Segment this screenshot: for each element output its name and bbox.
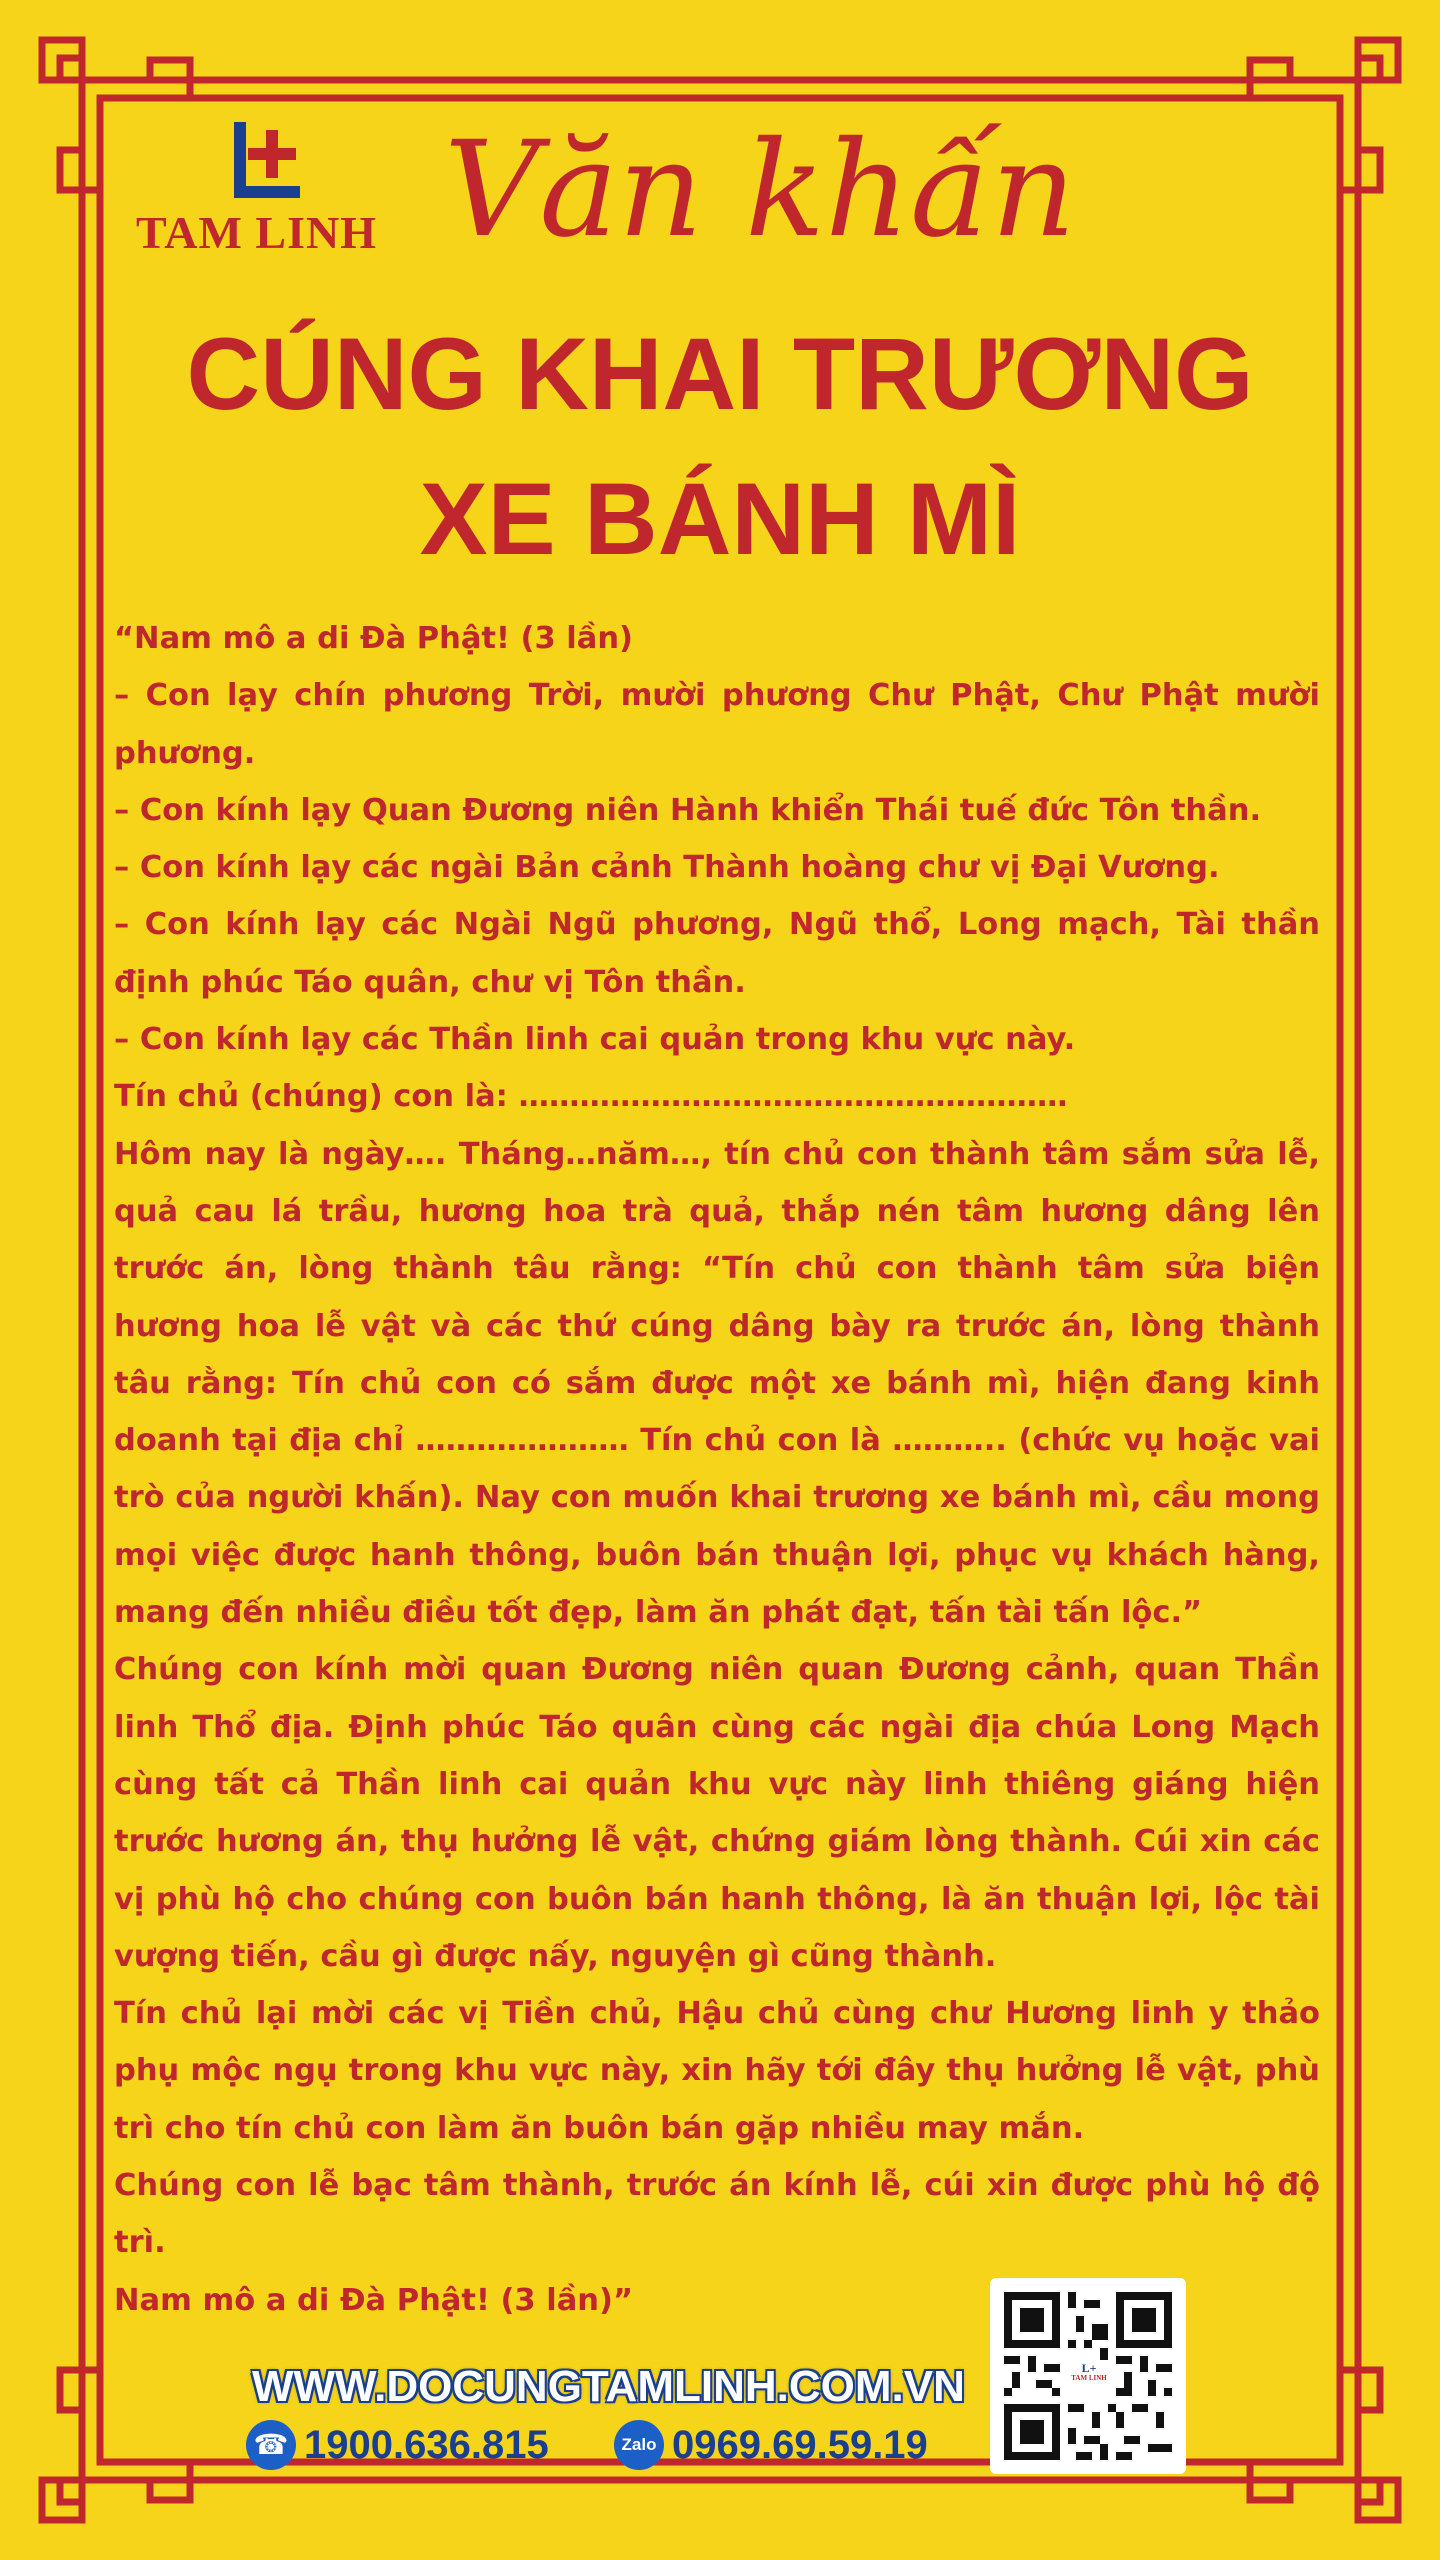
brand-logo (136, 120, 416, 260)
qr-code (990, 2278, 1186, 2474)
qr-logo-mark: L+ (1081, 2361, 1097, 2375)
zalo-number[interactable]: 0969.69.59.19 (672, 2422, 928, 2467)
zalo-contact[interactable] (614, 2420, 928, 2480)
title-script: Văn khấn (444, 113, 1076, 267)
prayer-paragraph: Tín chủ (chúng) con là: ……………………………………………… (114, 1079, 1068, 1115)
prayer-paragraph: Nam mô a di Đà Phật! (3 lần)” (114, 2282, 633, 2318)
prayer-paragraph: Hôm nay là ngày…. Tháng…năm…, tín chủ con thành tâm sắm sửa lễ, quả cau lá trầu, hương hoa trà quả, thắp nén tâm hương dâng lên trước án, lòng thành tâu rằng: “Tín chủ con thành tâm sửa biện hương hoa lễ vật và các thứ cúng dâng bày ra trước án, lòng thành tâu rằng: Tín chủ con có sắm được một xe bánh mì, hiện đang kinh doanh tại địa chỉ ………………… Tín chủ con là ……….. (chức vụ hoặc vai trò của người khấn). Nay con muốn khai trương xe bánh mì, cầu mong mọi việc được hanh thông, buôn bán thuận lợi, phục vụ khách hàng, mang đến nhiều điều tốt đẹp, làm ăn phát đạt, tấn tài tấn lộc.” (114, 1136, 1320, 1631)
phone-contact[interactable] (246, 2420, 549, 2480)
qr-center-logo (1068, 2360, 1110, 2394)
tam-linh-logo-icon (228, 120, 308, 206)
prayer-paragraph: “Nam mô a di Đà Phật! (3 lần) (114, 621, 633, 656)
qr-logo-text: TAM LINH (1071, 2374, 1107, 2382)
prayer-paragraph: Tín chủ lại mời các vị Tiền chủ, Hậu chủ cùng chư Hương linh y thảo phụ mộc ngụ trong khu vực này, xin hãy tới đây thụ hưởng lễ vật, phù trì cho tín chủ con làm ăn buôn bán gặp nhiều may mắn. (114, 1996, 1320, 2146)
prayer-paragraph: – Con lạy chín phương Trời, mười phương Chư Phật, Chư Phật mười phương. (114, 678, 1320, 771)
prayer-paragraph: – Con kính lạy các ngài Bản cảnh Thành hoàng chư vị Đại Vương. (114, 850, 1220, 886)
phone-icon: ☎ (246, 2420, 296, 2470)
title-line-1: CÚNG KHAI TRƯƠNG (186, 317, 1254, 431)
title-line-2: XE BÁNH MÌ (419, 462, 1021, 576)
zalo-icon: Zalo (614, 2420, 664, 2470)
phone-number[interactable]: 1900.636.815 (304, 2422, 549, 2467)
prayer-paragraph: Chúng con lễ bạc tâm thành, trước án kính lễ, cúi xin được phù hộ độ trì. (114, 2168, 1320, 2261)
brand-logo-text: TAM LINH (136, 207, 377, 258)
prayer-paragraph: – Con kính lạy các Ngài Ngũ phương, Ngũ thổ, Long mạch, Tài thần định phúc Táo quân, chư vị Tôn thần. (114, 907, 1320, 1000)
prayer-text (114, 610, 1320, 2329)
prayer-paragraph: Chúng con kính mời quan Đương niên quan Đương cảnh, quan Thần linh Thổ địa. Định phúc Táo quân cùng các ngài địa chúa Long Mạch cùng tất cả Thần linh cai quản khu vực này linh thiêng giáng hiện trước hương án, thụ hưởng lễ vật, chứng giám lòng thành. Cúi xin các vị phù hộ cho chúng con buôn bán hanh thông, là ăn thuận lợi, lộc tài vượng tiến, cầu gì được nấy, nguyện gì cũng thành. (114, 1652, 1320, 1974)
prayer-paragraph: – Con kính lạy Quan Đương niên Hành khiển Thái tuế đức Tôn thần. (114, 792, 1262, 828)
website-link[interactable]: WWW.DOCUNGTAMLINH.COM.VN (252, 2362, 965, 2411)
prayer-paragraph: – Con kính lạy các Thần linh cai quản trong khu vực này. (114, 1022, 1076, 1058)
